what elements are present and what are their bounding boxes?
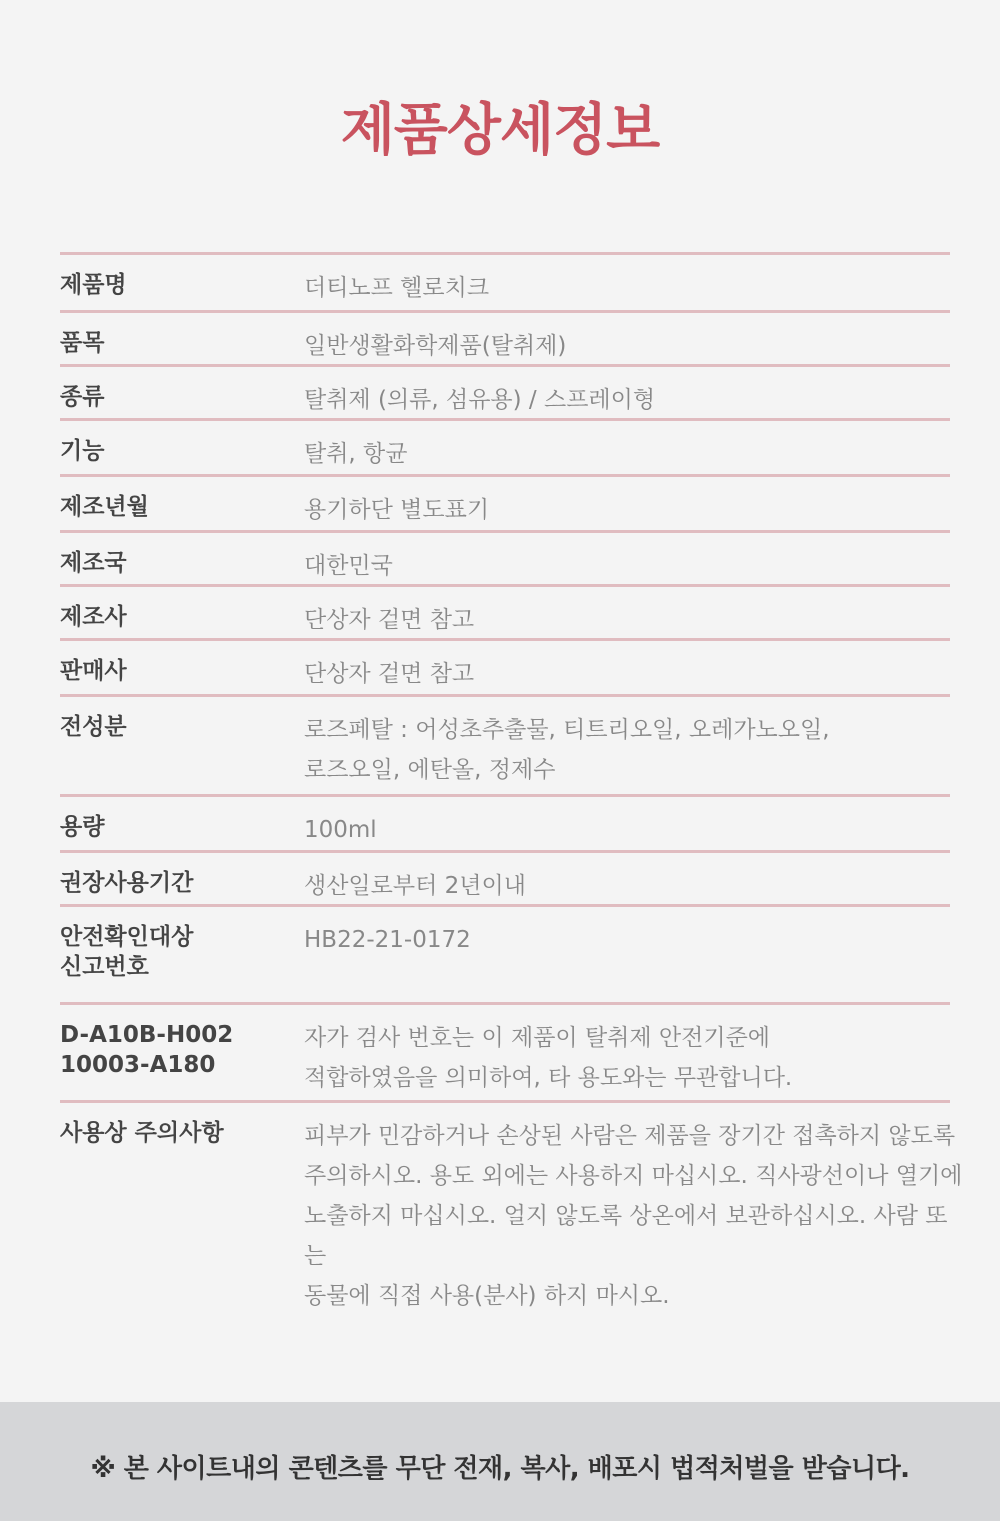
spec-value: 대한민국 [304,553,393,579]
spec-label: 제조사 [60,604,127,630]
spec-value: 자가 검사 번호는 이 제품이 탈취제 안전기준에 적합하였음을 의미하여, 타 용도와는 무관합니다. [304,1025,793,1091]
spec-row-volume [60,794,950,850]
spec-label: 기능 [60,438,105,464]
spec-label: 판매사 [60,658,127,684]
spec-value: 피부가 민감하거나 손상된 사람은 제품을 장기간 접촉하지 않도록 주의하시오. 용도 외에는 사용하지 마십시오. 직사광선이나 열기에 노출하지 마십시오. 얼지 않도록 상온에서 보관하십시오. 사람 또는 동물에 직접 사용(분사) 하지 마시오. [304,1123,963,1309]
spec-value: 탈취제 (의류, 섬유용) / 스프레이형 [304,387,656,413]
page-title: 제품상세정보 [340,98,660,163]
spec-value: 로즈페탈 : 어성초추출물, 티트리오일, 오레가노오일, 로즈오일, 에탄올, 정제수 [304,717,830,783]
spec-label: 제조년월 [60,494,149,520]
spec-label: 용량 [60,814,105,840]
spec-value: 생산일로부터 2년이내 [304,873,526,899]
spec-label: 종류 [60,384,105,410]
spec-value: 단상자 겉면 참고 [304,607,475,633]
footer-notice-bar [0,1402,1000,1521]
spec-label: 안전확인대상 신고번호 [60,924,194,980]
spec-row-recommended-period [60,850,950,904]
copyright-notice: ※ 본 사이트내의 콘텐츠를 무단 전재, 복사, 배포시 법적처벌을 받습니다. [90,1454,910,1484]
spec-label: 사용상 주의사항 [60,1120,224,1146]
spec-row-safety-number [60,904,950,1002]
spec-row-product-name [60,252,950,310]
spec-label: D-A10B-H002 10003-A180 [60,1022,234,1078]
spec-label: 전성분 [60,714,127,740]
spec-value: 더티노프 헬로치크 [304,275,490,301]
spec-label: 제품명 [60,272,127,298]
spec-row-item [60,310,950,364]
spec-row-self-inspection [60,1002,950,1100]
spec-row-manufacturer [60,584,950,638]
spec-value: 단상자 겉면 참고 [304,661,475,687]
spec-value: 100ml [304,817,377,843]
spec-row-precautions [60,1100,963,1309]
spec-row-type [60,364,950,418]
spec-row-function [60,418,950,474]
spec-row-seller [60,638,950,694]
spec-value: 탈취, 항균 [304,441,408,467]
spec-row-country [60,530,950,584]
spec-value: 일반생활화학제품(탈취제) [304,333,567,359]
spec-row-ingredients [60,694,950,794]
spec-label: 품목 [60,330,105,356]
spec-value: 용기하단 별도표기 [304,497,490,523]
spec-label: 권장사용기간 [60,870,194,896]
spec-row-manufacture-date [60,474,950,530]
spec-label: 제조국 [60,550,127,576]
spec-value: HB22-21-0172 [304,927,471,953]
